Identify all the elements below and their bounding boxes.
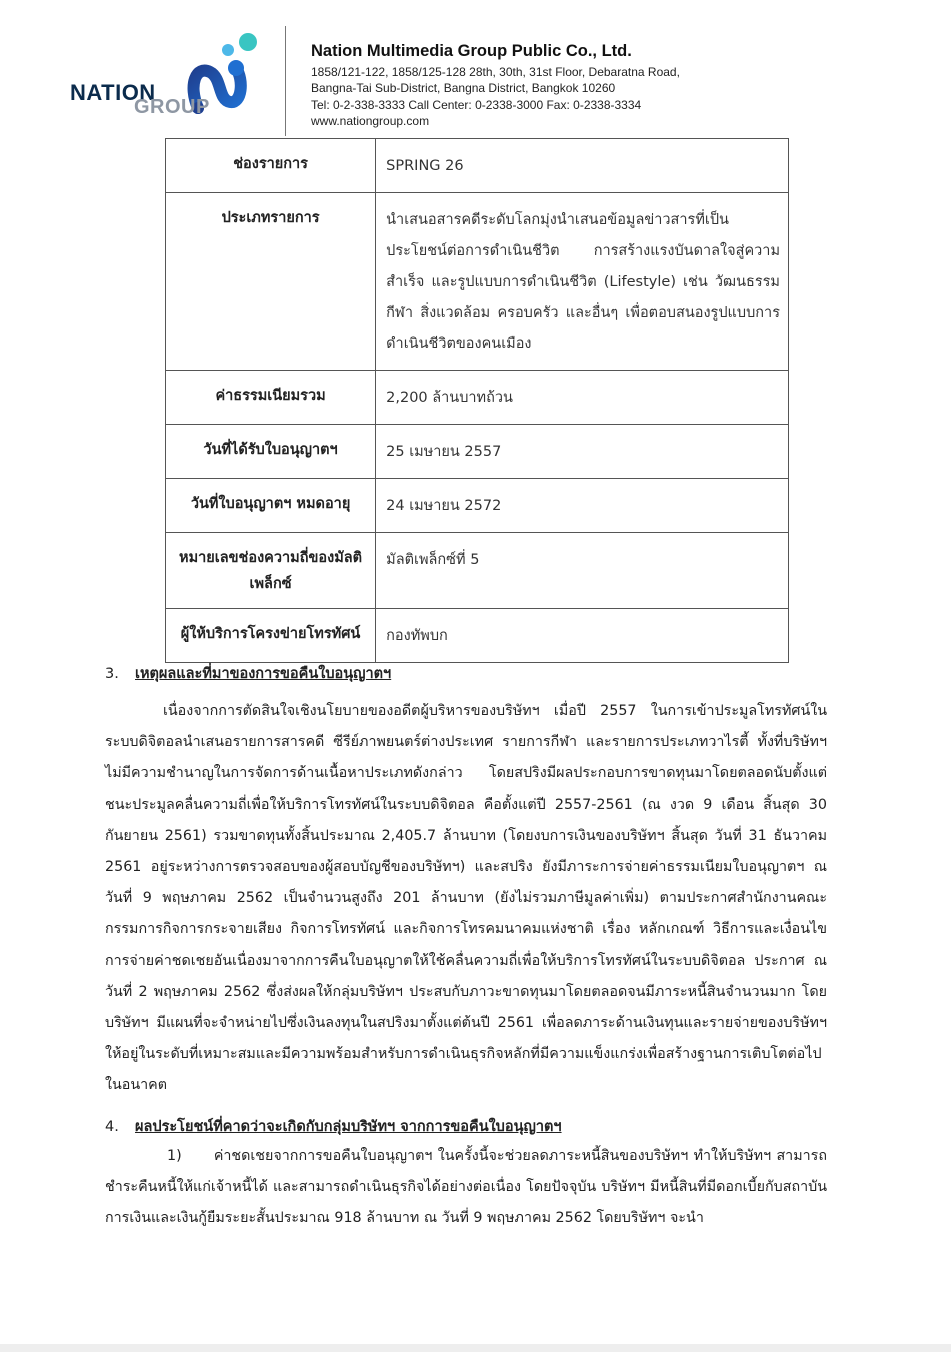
section-3-heading (105, 662, 391, 685)
table-row (166, 425, 789, 479)
section-4-heading (105, 1115, 562, 1138)
row-value: มัลติเพล็กซ์ที่ 5 (376, 533, 789, 609)
row-label: ช่องรายการ (166, 139, 376, 193)
section-title: เหตุผลและที่มาของการขอคืนใบอนุญาตฯ (135, 666, 392, 682)
nation-group-logo (70, 30, 270, 125)
logo-text-group: GROUP (134, 96, 210, 118)
row-label: ผู้ให้บริการโครงข่ายโทรทัศน์ (166, 609, 376, 663)
address-line-2: Bangna-Tai Sub-District, Bangna District, Bangkok 10260 (311, 81, 616, 96)
section-title: ผลประโยชน์ที่คาดว่าจะเกิดกับกลุ่มบริษัทฯ จากการขอคืนใบอนุญาตฯ (135, 1119, 562, 1135)
page-bottom-edge (0, 1344, 951, 1352)
section-4-item-1: 1) ค่าชดเชยจากการขอคืนใบอนุญาตฯ ในครั้งนี้จะช่วยลดภาระหนี้สินของบริษัทฯ ทำให้บริษัทฯ สามารถชำระคืนหนี้ให้แก่เจ้าหนี้ได้ และสามารถดำเนินธุรกิจได้อย่างต่อเนื่อง โดยปัจจุบัน บริษัทฯ มีหนี้สินที่มีดอกเบี้ยกับสถาบันการเงินและเงินกู้ยืมระยะสั้นประมาณ 918 ล้านบาท ณ วันที่ 9 พฤษภาคม 2562 โดยบริษัทฯ จะนำ (105, 1148, 827, 1227)
section-number: 4. (105, 1119, 119, 1135)
row-value: 25 เมษายน 2557 (376, 425, 789, 479)
row-value: 2,200 ล้านบาทถ้วน (376, 371, 789, 425)
row-value: SPRING 26 (376, 139, 789, 193)
row-label: วันที่ใบอนุญาตฯ หมดอายุ (166, 479, 376, 533)
row-value: 24 เมษายน 2572 (376, 479, 789, 533)
address-line-1: 1858/121-122, 1858/125-128 28th, 30th, 31st Floor, Debaratna Road, (311, 65, 680, 79)
row-label: หมายเลขช่องความถี่ของมัลติเพล็กซ์ (166, 533, 376, 609)
channel-info-table (165, 138, 789, 663)
logo-text-nation: NATION (70, 80, 156, 105)
table-row (166, 479, 789, 533)
website: www.nationgroup.com (311, 114, 430, 129)
header-divider (285, 26, 286, 136)
table-row (166, 609, 789, 663)
row-label: วันที่ได้รับใบอนุญาตฯ (166, 425, 376, 479)
table-row (166, 193, 789, 371)
row-label: ประเภทรายการ (166, 193, 376, 371)
row-value: นำเสนอสารคดีระดับโลกมุ่งนำเสนอข้อมูลข่าวสารที่เป็นประโยชน์ต่อการดำเนินชีวิต การสร้างแรงบันดาลใจสู่ความสำเร็จ และรูปแบบการดำเนินชีวิต (Lifestyle) เช่น วัฒนธรรม กีฬา สิ่งแวดล้อม ครอบครัว และอื่นๆ เพื่อตอบสนองรูปแบบการดำเนินชีวิตของคนเมือง (376, 193, 789, 371)
company-info (311, 42, 911, 130)
company-name: Nation Multimedia Group Public Co., Ltd. (311, 42, 632, 60)
row-value: กองทัพบก (376, 609, 789, 663)
section-3-paragraph: เนื่องจากการตัดสินใจเชิงนโยบายของอดีตผู้บริหารของบริษัทฯ เมื่อปี 2557 ในการเข้าประมูลโทรทัศน์ในระบบดิจิตอลนำเสนอรายการสารคดี ซีรีย์ภาพยนตร์ต่างประเทศ รายการกีฬา และรายการประเภทวาไรตี้ ทั้งที่บริษัทฯ ไม่มีความชำนาญในการจัดการด้านเนื้อหาประเภทดังกล่าว โดยสปริงมีผลประกอบการขาดทุนมาโดยตลอดนับตั้งแต่ชนะประมูลคลื่นความถี่เพื่อให้บริการโทรทัศน์ในระบบดิจิตอล คือตั้งแต่ปี 2557-2561 (ณ งวด 9 เดือน สิ้นสุด 30 กันยายน 2561) รวมขาดทุนทั้งสิ้นประมาณ 2,405.7 ล้านบาท (โดยงบการเงินของบริษัทฯ สิ้นสุด วันที่ 31 ธันวาคม 2561 อยู่ระหว่างการตรวจสอบของผู้สอบบัญชีของบริษัทฯ) และสปริง ยังมีภาระการจ่ายค่าธรรมเนียมใบอนุญาตฯ ณ วันที่ 9 พฤษภาคม 2562 เป็นจำนวนสูงถึง 201 ล้านบาท (ยังไม่รวมภาษีมูลค่าเพิ่ม) ตามประกาศสำนักงานคณะกรรมการกิจการกระจายเสียง กิจการโทรทัศน์ และกิจการโทรคมนาคมแห่งชาติ เรื่อง หลักเกณฑ์ วิธีการและเงื่อนไขการจ่ายค่าชดเชยอันเนื่องมาจากการคืนใบอนุญาตให้ใช้คลื่นความถี่เพื่อให้บริการโทรทัศน์ในระบบดิจิตอล ประกาศ ณ วันที่ 2 พฤษภาคม 2562 ซึ่งส่งผลให้กลุ่มบริษัทฯ ประสบกับภาวะขาดทุนมาโดยตลอดจนมีภาระหนี้สินจำนวนมาก โดยบริษัทฯ มีแผนที่จะจำหน่ายไปซึ่งเงินลงทุนในสปริงมาตั้งแต่ต้นปี 2561 เพื่อลดภาระด้านเงินทุนและรายจ่ายของบริษัทฯ ให้อยู่ในระดับที่เหมาะสมและมีความพร้อมสำหรับการดำเนินธุรกิจหลักที่มีความแข็งแกร่งเพื่อสร้างฐานการเติบโตต่อไปในอนาคต (105, 703, 827, 1094)
table-row (166, 533, 789, 609)
contact-line: Tel: 0-2-338-3333 Call Center: 0-2338-3000 Fax: 0-2338-3334 (311, 97, 642, 112)
row-label: ค่าธรรมเนียมรวม (166, 371, 376, 425)
section-number: 3. (105, 666, 119, 682)
table-row (166, 371, 789, 425)
table-row (166, 139, 789, 193)
